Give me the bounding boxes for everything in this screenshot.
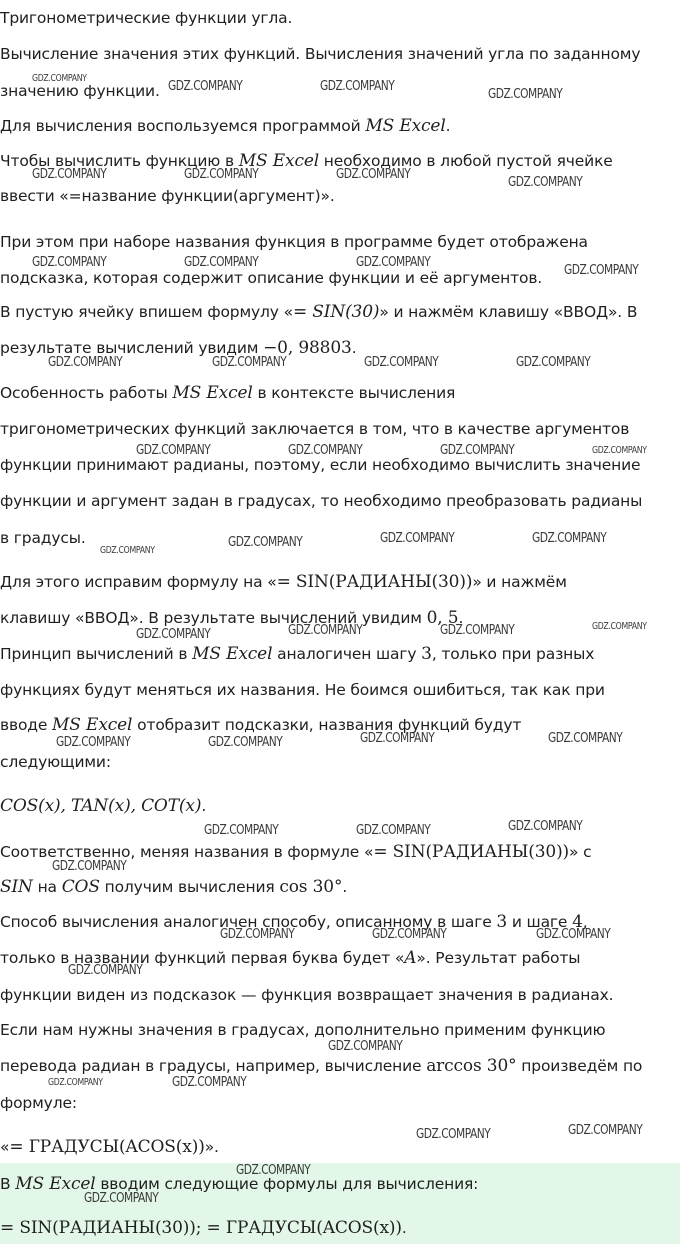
watermark-text: GDZ.COMPANY xyxy=(592,445,647,456)
watermark-text: GDZ.COMPANY xyxy=(548,731,623,746)
math-expression: A xyxy=(404,948,417,968)
watermark-text: GDZ.COMPANY xyxy=(536,927,611,942)
watermark-text: GDZ.COMPANY xyxy=(360,731,435,746)
text-run: Принцип вычислений в xyxy=(0,645,193,663)
text-run: . xyxy=(445,117,451,135)
text-run: » с xyxy=(569,843,592,861)
text-run: отобразит подсказки, названия функций будут xyxy=(132,716,522,734)
text-run: » и нажмём xyxy=(472,573,567,591)
text-run: в градусы. xyxy=(0,529,86,547)
watermark-text: GDZ.COMPANY xyxy=(204,823,279,838)
text-line xyxy=(0,116,680,136)
text-run: , xyxy=(582,913,588,931)
watermark-text: GDZ.COMPANY xyxy=(236,1163,311,1178)
math-expression: −0, 98803 xyxy=(263,338,352,358)
text-run: . xyxy=(351,339,357,357)
text-run: Способ вычисления аналогичен способу, описанному в шаге xyxy=(0,913,497,931)
watermark-text: GDZ.COMPANY xyxy=(440,623,515,638)
text-run: . xyxy=(458,609,464,627)
text-run: Тригонометрические функции угла. xyxy=(0,9,293,27)
math-expression: 3 xyxy=(421,644,432,664)
text-line xyxy=(0,455,680,475)
math-expression: MS Excel xyxy=(52,715,133,735)
text-run: При этом при наборе названия функция в программе будет отображена xyxy=(0,233,588,251)
text-run: Если нам нужны значения в градусах, дополнительно применим функцию xyxy=(0,1021,606,1039)
math-expression: MS Excel xyxy=(172,383,253,403)
text-run: вводим следующие формулы для вычисления: xyxy=(95,1175,479,1193)
text-line xyxy=(0,491,680,511)
math-expression: 4 xyxy=(572,912,583,932)
math-expression: MS Excel xyxy=(15,1174,96,1194)
text-line xyxy=(0,1056,680,1076)
watermark-text: GDZ.COMPANY xyxy=(516,355,591,370)
watermark-text: GDZ.COMPANY xyxy=(52,859,127,874)
watermark-text: GDZ.COMPANY xyxy=(356,255,431,270)
watermark-text: GDZ.COMPANY xyxy=(592,621,647,632)
watermark-text: GDZ.COMPANY xyxy=(136,443,211,458)
watermark-text: GDZ.COMPANY xyxy=(32,167,107,182)
watermark-text: GDZ.COMPANY xyxy=(48,1077,103,1088)
text-run: Соответственно, меняя названия в формуле « xyxy=(0,843,374,861)
text-run: формуле: xyxy=(0,1094,77,1112)
watermark-text: GDZ.COMPANY xyxy=(220,927,295,942)
text-line xyxy=(0,1020,680,1040)
math-expression: MS Excel xyxy=(192,644,273,664)
text-line xyxy=(0,985,680,1005)
text-line xyxy=(0,419,680,439)
watermark-text: GDZ.COMPANY xyxy=(184,167,259,182)
text-line xyxy=(0,44,680,64)
watermark-text: GDZ.COMPANY xyxy=(440,443,515,458)
text-run: и шаге xyxy=(507,913,573,931)
text-line xyxy=(0,1137,680,1157)
text-run: ». Результат работы xyxy=(416,949,581,967)
text-run: функции принимают радианы, поэтому, если необходимо вычислить значение xyxy=(0,456,641,474)
text-run: функции и аргумент задан в градусах, то необходимо преобразовать радианы xyxy=(0,492,643,510)
watermark-text: GDZ.COMPANY xyxy=(228,535,303,550)
watermark-text: GDZ.COMPANY xyxy=(84,1191,159,1206)
text-run: клавишу «ВВОД». В результате вычислений увидим xyxy=(0,609,427,627)
text-run: вводе xyxy=(0,716,53,734)
watermark-text: GDZ.COMPANY xyxy=(564,263,639,278)
text-run: Вычисление значения этих функций. Вычисления значений угла по заданному xyxy=(0,45,641,63)
text-line xyxy=(0,796,680,816)
text-run: необходимо в любой пустой ячейке xyxy=(319,152,613,170)
watermark-text: GDZ.COMPANY xyxy=(48,355,123,370)
math-expression: SIN xyxy=(0,877,33,897)
text-run: на xyxy=(32,878,62,896)
text-line xyxy=(0,752,680,772)
math-expression: arccos 30° xyxy=(426,1056,517,1076)
text-run: ввести «=название функции(аргумент)». xyxy=(0,187,335,205)
watermark-text: GDZ.COMPANY xyxy=(328,1039,403,1054)
text-run: . xyxy=(201,797,207,815)
watermark-text: GDZ.COMPANY xyxy=(488,87,563,102)
text-line xyxy=(0,877,680,897)
watermark-text: GDZ.COMPANY xyxy=(172,1075,247,1090)
text-run: значению функции. xyxy=(0,82,160,100)
watermark-text: GDZ.COMPANY xyxy=(416,1127,491,1142)
watermark-text: GDZ.COMPANY xyxy=(532,531,607,546)
math-expression: = SIN(30) xyxy=(292,302,380,322)
watermark-text: GDZ.COMPANY xyxy=(100,545,155,556)
math-expression: cos 30° xyxy=(279,877,343,897)
watermark-text: GDZ.COMPANY xyxy=(32,255,107,270)
watermark-text: GDZ.COMPANY xyxy=(508,819,583,834)
watermark-text: GDZ.COMPANY xyxy=(288,443,363,458)
text-run: аналогичен шагу xyxy=(272,645,422,663)
text-line xyxy=(0,680,680,700)
watermark-text: GDZ.COMPANY xyxy=(372,927,447,942)
text-run: следующими: xyxy=(0,753,111,771)
watermark-text: GDZ.COMPANY xyxy=(56,735,131,750)
text-run: Для этого исправим формулу на « xyxy=(0,573,277,591)
text-line xyxy=(0,1093,680,1113)
text-run: функции виден из подсказок — функция возвращает значения в радианах. xyxy=(0,986,614,1004)
text-run: ». xyxy=(204,1138,219,1156)
watermark-text: GDZ.COMPANY xyxy=(212,355,287,370)
math-expression: 3 xyxy=(496,912,508,932)
text-run: тригонометрических функций заключается в том, что в качестве аргументов xyxy=(0,420,630,438)
watermark-text: GDZ.COMPANY xyxy=(136,627,211,642)
math-expression: = ГРАДУСЫ(ACOS(x)) xyxy=(9,1137,205,1157)
text-line xyxy=(0,572,680,592)
text-run: Для вычисления воспользуемся программой xyxy=(0,117,366,135)
text-run: получим вычисления xyxy=(99,878,280,896)
text-run: в контексте вычисления xyxy=(252,384,456,402)
watermark-text: GDZ.COMPANY xyxy=(208,735,283,750)
math-expression: MS Excel xyxy=(238,151,320,171)
text-run: « xyxy=(0,1138,10,1156)
text-run: . xyxy=(401,1219,407,1237)
math-expression: COS xyxy=(61,877,100,897)
text-run: . xyxy=(342,878,348,896)
watermark-text: GDZ.COMPANY xyxy=(336,167,411,182)
text-run: , только при разных xyxy=(431,645,595,663)
text-run: результате вычислений увидим xyxy=(0,339,264,357)
watermark-text: GDZ.COMPANY xyxy=(32,73,87,84)
math-expression: COS(x), TAN(x), COT(x) xyxy=(0,796,202,816)
text-line xyxy=(0,302,680,322)
watermark-text: GDZ.COMPANY xyxy=(184,255,259,270)
text-run: В xyxy=(0,1175,16,1193)
watermark-text: GDZ.COMPANY xyxy=(168,79,243,94)
watermark-text: GDZ.COMPANY xyxy=(364,355,439,370)
watermark-text: GDZ.COMPANY xyxy=(68,963,143,978)
watermark-text: GDZ.COMPANY xyxy=(568,1123,643,1138)
watermark-text: GDZ.COMPANY xyxy=(288,623,363,638)
text-line xyxy=(0,644,680,664)
watermark-text: GDZ.COMPANY xyxy=(380,531,455,546)
math-expression: MS Excel xyxy=(365,116,446,136)
text-run: Особенность работы xyxy=(0,384,173,402)
math-expression: = SIN(РАДИАНЫ(30)); = ГРАДУСЫ(ACOS(x)) xyxy=(0,1218,402,1238)
math-expression: 0, 5 xyxy=(426,608,459,628)
watermark-text: GDZ.COMPANY xyxy=(508,175,583,190)
text-run: подсказка, которая содержит описание функции и её аргументов. xyxy=(0,269,543,287)
text-run: функциях будут меняться их названия. Не боимся ошибиться, так как при xyxy=(0,681,605,699)
text-line xyxy=(0,8,680,28)
text-line xyxy=(0,1218,680,1238)
text-run: » и нажмём клавишу «ВВОД». В xyxy=(379,303,638,321)
math-expression: = SIN(РАДИАНЫ(30)) xyxy=(373,842,570,862)
math-expression: = SIN(РАДИАНЫ(30)) xyxy=(276,572,473,592)
watermark-text: GDZ.COMPANY xyxy=(356,823,431,838)
text-run: только в названии функций первая буква будет « xyxy=(0,949,405,967)
text-run: Чтобы вычислить функцию в xyxy=(0,152,239,170)
text-run: В пустую ячейку впишем формулу « xyxy=(0,303,293,321)
watermark-text: GDZ.COMPANY xyxy=(320,79,395,94)
text-run: произведём по xyxy=(516,1057,643,1075)
text-line xyxy=(0,232,680,252)
text-run: перевода радиан в градусы, например, вычисление xyxy=(0,1057,427,1075)
text-line xyxy=(0,383,680,403)
